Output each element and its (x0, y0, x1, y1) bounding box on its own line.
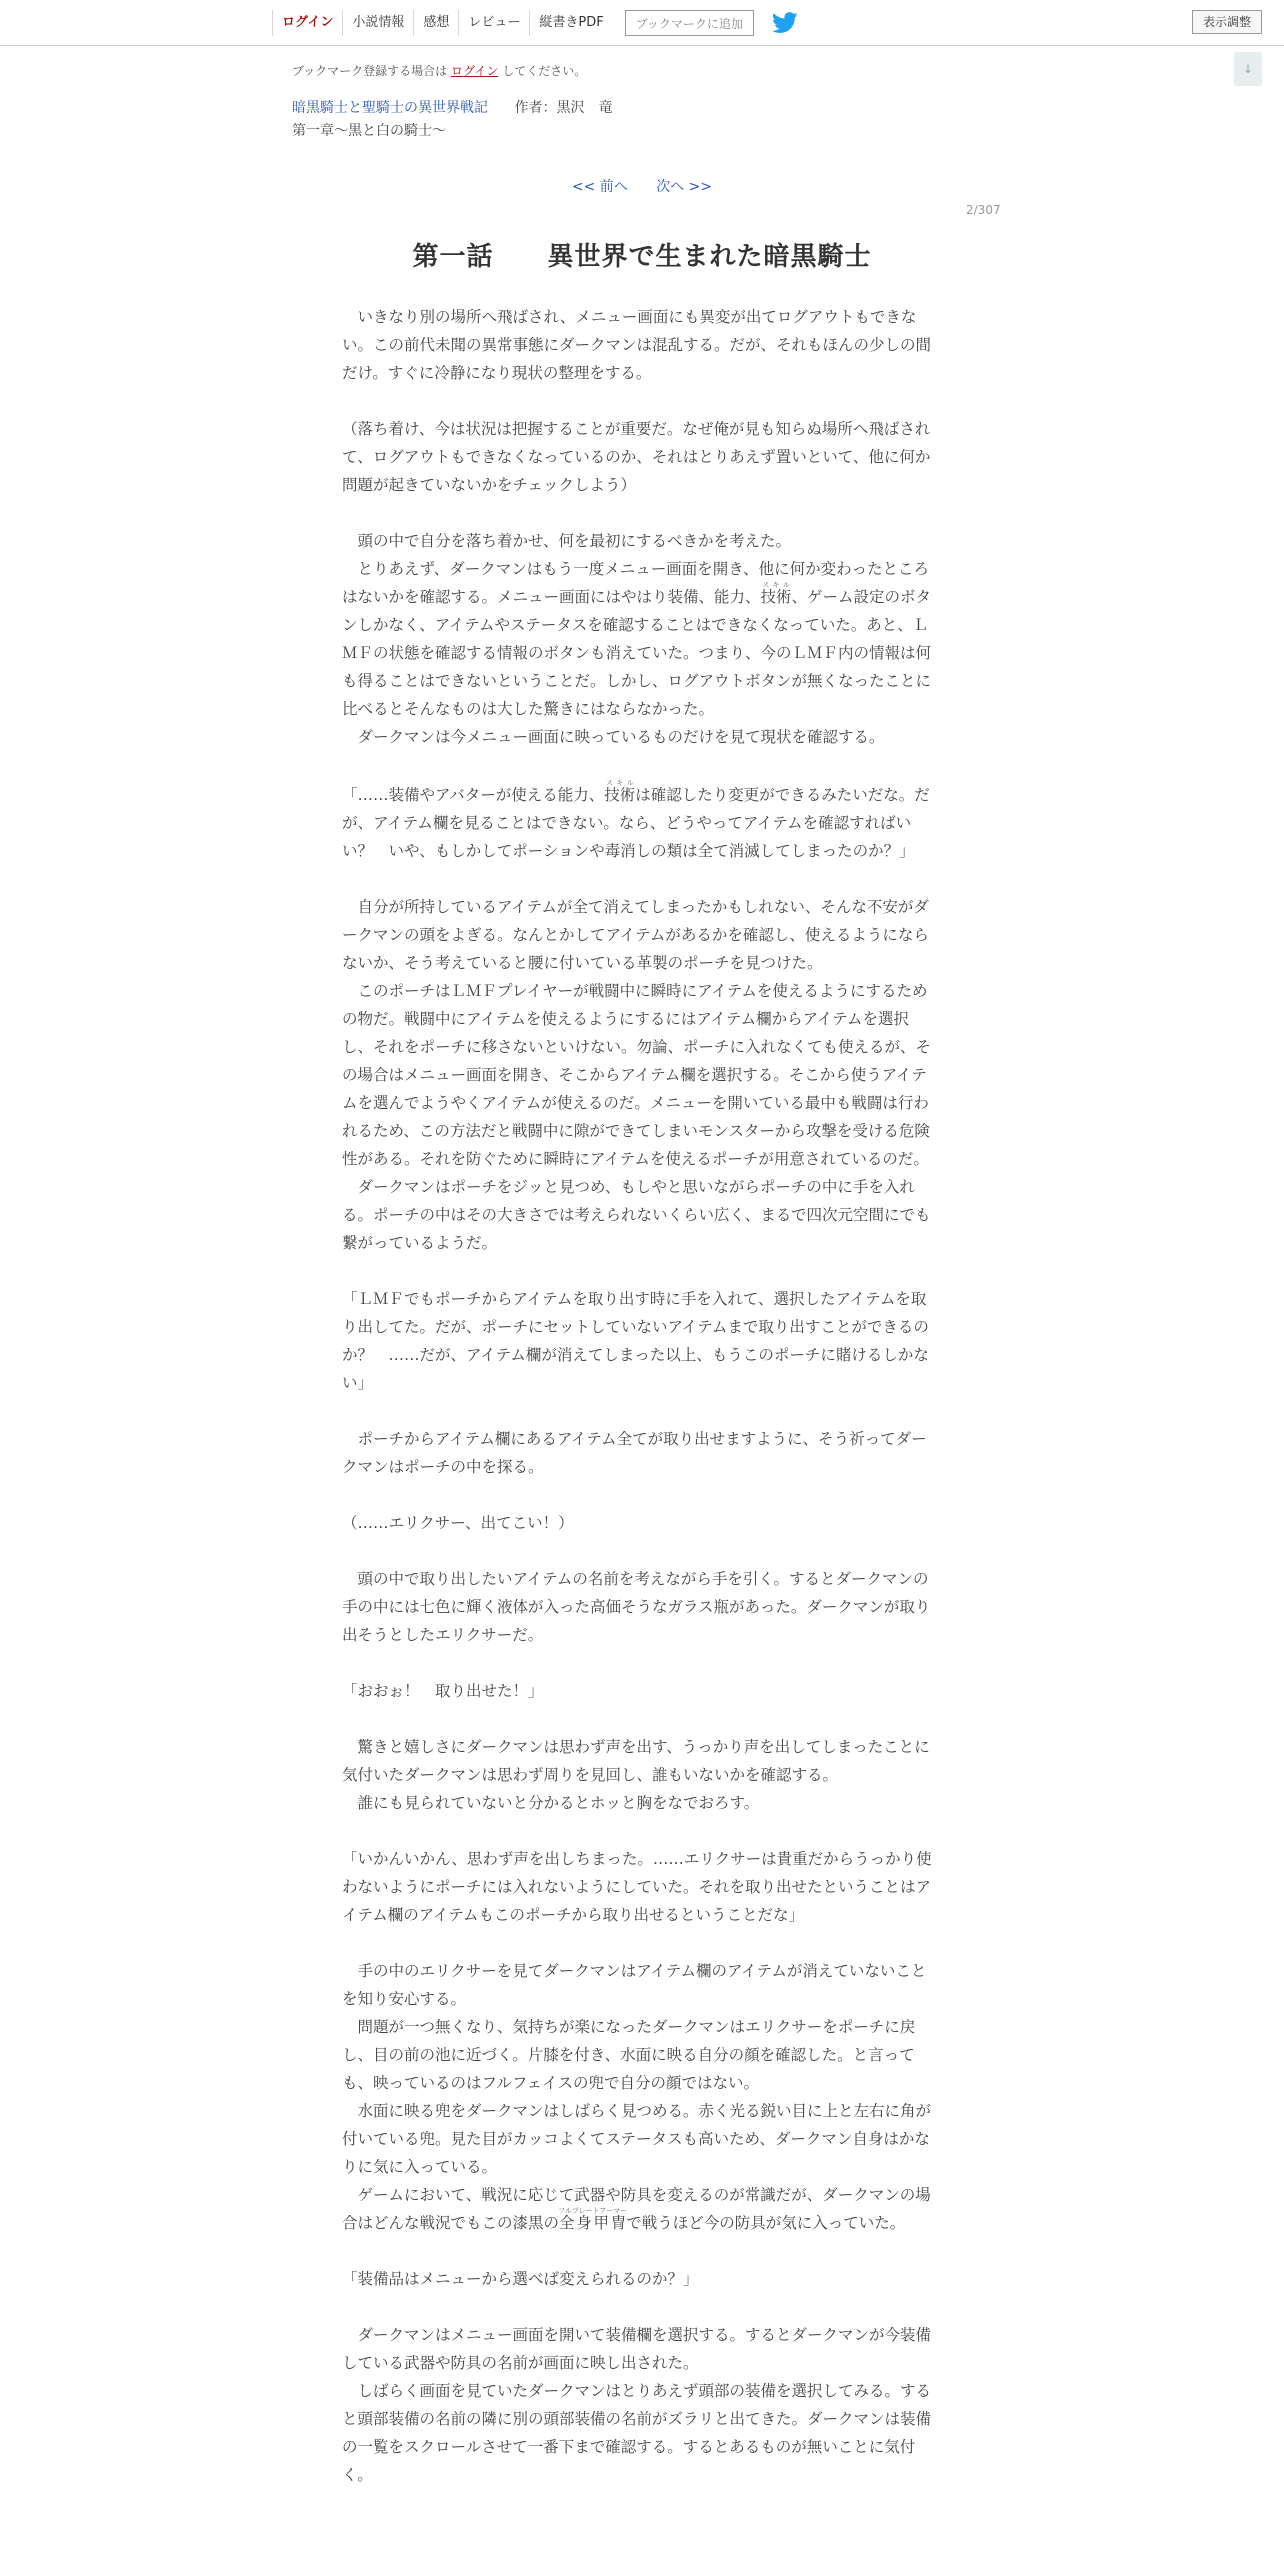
blank-line (342, 1929, 938, 1957)
text-run: は確認したり変更ができるみたいだな。だが、アイテム欄を見ることはできない。なら、どうやってアイテムを確認すればいい？ いや、もしかしてポーションや毒消しの類は全て消滅してしまったのか？」 (342, 786, 930, 860)
nav-novel-info[interactable]: 小説情報 (342, 10, 413, 36)
blank-line (342, 499, 938, 527)
paragraph: 誰にも見られていないと分かるとホッと胸をなでおろす。 (342, 1794, 760, 1812)
ruby-reading: スキル (604, 779, 636, 787)
nav-review[interactable]: レビュー (458, 10, 529, 36)
blank-line (342, 1257, 938, 1285)
add-bookmark-button[interactable]: ブックマークに追加 (625, 10, 754, 36)
bookmark-notice (292, 62, 586, 79)
page-count: 2/307 (966, 203, 1001, 217)
series-info (292, 97, 612, 117)
prev-link[interactable]: << 前へ (571, 179, 628, 195)
blank-line (342, 1537, 938, 1565)
ruby-reading: フルプレートアーマー (558, 2207, 628, 2215)
blank-line (342, 1481, 938, 1509)
series-title-link[interactable]: 暗黒騎士と聖騎士の異世界戦記 (292, 100, 488, 116)
paragraph: ダークマンは今メニュー画面に映っているものだけを見て現状を確認する。 (342, 728, 885, 746)
text-run: とりあえず、ダークマンはもう一度メニュー画面を開き、他に何か変わったところはないかを確認する。メニュー画面にはやはり装備、能力、 (342, 560, 929, 606)
nav-impressions[interactable]: 感想 (413, 10, 458, 36)
paragraph: 自分が所持しているアイテムが全て消えてしまったかもしれない、そんな不安がダークマンの頭をよぎる。なんとかしてアイテムがあるかを確認し、使えるようにならないか、そう考えていると腰に付いている革製のポーチを見つけた。 (342, 898, 929, 972)
blank-line (342, 1649, 938, 1677)
ruby-skill (604, 779, 636, 804)
nav-login[interactable]: ログイン (272, 10, 342, 36)
ruby-reading: スキル (760, 581, 792, 589)
paragraph (342, 779, 938, 865)
paragraph: 問題が一つ無くなり、気持ちが楽になったダークマンはエリクサーをポーチに戻し、目の前の池に近づく。片膝を付き、水面に映る自分の顔を確認した。と言っても、映っているのはフルフェイスの兜で自分の顔ではない。 (342, 2018, 916, 2092)
scroll-down-icon[interactable]: ↓ (1234, 52, 1262, 86)
nav-vertical-pdf[interactable]: 縦書きPDF (529, 10, 612, 36)
paragraph (342, 555, 938, 723)
blank-line (342, 2237, 938, 2265)
paragraph: ポーチからアイテム欄にあるアイテム全てが取り出せますように、そう祈ってダークマンはポーチの中を探る。 (342, 1430, 927, 1476)
paragraph: 「いかんいかん、思わず声を出しちまった。……エリクサーは貴重だからうっかり使わないようにポーチには入れないようにしていた。それを取り出せたということはアイテム欄のアイテムもこのポーチから取り出せるということだな」 (342, 1850, 932, 1924)
notice-suffix: してください。 (502, 64, 587, 78)
paragraph: （落ち着け、今は状況は把握することが重要だ。なぜ俺が見も知らぬ場所へ飛ばされて、ログアウトもできなくなっているのか、それはとりあえず置いといて、他に何か問題が起きていないかをチェックしよう） (342, 420, 931, 494)
paragraph: 水面に映る兜をダークマンはしばらく見つめる。赤く光る鋭い目に上と左右に角が付いている兜。見た目がカッコよくてステータスも高いため、ダークマン自身はかなりに気に入っている。 (342, 2102, 932, 2176)
novel-body (342, 303, 938, 2489)
ruby-skill (760, 581, 792, 606)
twitter-icon[interactable] (772, 12, 798, 34)
chapter-title: 第一章～黒と白の騎士～ (292, 123, 446, 139)
paragraph: しばらく画面を見ていたダークマンはとりあえず頭部の装備を選択してみる。すると頭部装備の名前の隣に別の頭部装備の名前がズラリと出てきた。ダークマンは装備の一覧をスクロールさせて一番下まで確認する。するとあるものが無いことに気付く。 (342, 2382, 932, 2484)
paragraph: いきなり別の場所へ飛ばされ、メニュー画面にも異変が出てログアウトもできない。この前代未聞の異常事態にダークマンは混乱する。だが、それもほんの少しの間だけ。すぐに冷静になり現状の整理をする。 (342, 308, 932, 382)
paragraph: 頭の中で自分を落ち着かせ、何を最初にするべきかを考えた。 (342, 532, 792, 550)
paragraph: 頭の中で取り出したいアイテムの名前を考えながら手を引く。するとダークマンの手の中には七色に輝く液体が入った高価そうなガラス瓶があった。ダークマンが取り出そうとしたエリクサーだ。 (342, 1570, 931, 1644)
paragraph: 「ＬＭＦでもポーチからアイテムを取り出す時に手を入れて、選択したアイテムを取り出してた。だが、ポーチにセットしていないアイテムまで取り出すことができるのか？ ……だが、アイテム欄が消えてしまった以上、もうこのポーチに賭けるしかない」 (342, 1290, 929, 1392)
paragraph: ダークマンはポーチをジッと見つめ、もしやと思いながらポーチの中に手を入れる。ポーチの中はその大きさでは考えられないくらい広く、まるで四次元空間にでも繋がっているようだ。 (342, 1178, 931, 1252)
top-bar (0, 0, 1284, 46)
ruby-armor (558, 2207, 628, 2232)
blank-line (342, 1705, 938, 1733)
blank-line (342, 2293, 938, 2321)
display-settings-button[interactable]: 表示調整 (1192, 10, 1262, 34)
paragraph: 「おおぉ！ 取り出せた！」 (342, 1682, 544, 1700)
blank-line (342, 387, 938, 415)
blank-line (342, 751, 938, 779)
text-run: ゲームにおいて、戦況に応じて武器や防具を変えるのが常識だが、ダークマンの場合はどんな戦況でもこの漆黒の (342, 2186, 931, 2232)
paragraph: このポーチはＬＭＦプレイヤーが戦闘中に瞬時にアイテムを使えるようにするための物だ。戦闘中にアイテムを使えるようにするにはアイテム欄からアイテムを選択し、それをポーチに移さないといけない。勿論、ポーチに入れなくても使えるが、その場合はメニュー画面を開き、そこからアイテム欄を選択する。そこから使うアイテムを選んでようやくアイテムが使えるのだ。メニューを開いている最中も戦闘は行われるため、この方法だと戦闘中に隙ができてしまいモンスターから攻撃を受ける危険性がある。それを防ぐために瞬時にアイテムを使えるポーチが用意されているのだ。 (342, 982, 932, 1168)
next-link[interactable]: 次へ >> (656, 179, 713, 195)
paragraph: 「装備品はメニューから選べば変えられるのか？」 (342, 2270, 699, 2288)
text-run: 、ゲーム設定のボタンしかなく、アイテムやステータスを確認することはできなくなっていた。あと、ＬＭＦの状態を確認する情報のボタンも消えていた。つまり、今のＬＭＦ内の情報は何も得ることはできないということだ。しかし、ログアウトボタンが無くなったことに比べるとそんなものは大した驚きにはならなかった。 (342, 588, 932, 718)
series-author: 作者：黒沢 竜 (514, 100, 613, 116)
top-nav (272, 7, 798, 39)
text-run: で戦うほど今の防具が気に入っていた。 (626, 2214, 906, 2232)
paragraph: 驚きと嬉しさにダークマンは思わず声を出す、うっかり声を出してしまったことに気付いたダークマンは思わず周りを見回し、誰もいないかを確認する。 (342, 1738, 930, 1784)
blank-line (342, 1817, 938, 1845)
ruby-base: 技術 (760, 588, 792, 606)
paragraph: （……エリクサー、出てこい！） (342, 1514, 574, 1532)
blank-line (342, 865, 938, 893)
paragraph: 手の中のエリクサーを見てダークマンはアイテム欄のアイテムが消えていないことを知り安心する。 (342, 1962, 927, 2008)
paragraph (342, 2181, 938, 2237)
episode-title: 第一話 異世界で生まれた暗黒騎士 (412, 242, 872, 272)
notice-login-link[interactable]: ログイン (451, 64, 499, 78)
notice-prefix: ブックマーク登録する場合は (292, 64, 448, 78)
blank-line (342, 1397, 938, 1425)
ruby-base: 全身甲冑 (558, 2214, 628, 2232)
pager (0, 176, 1284, 196)
ruby-base: 技術 (604, 786, 636, 804)
text-run: 「……装備やアバターが使える能力、 (342, 786, 605, 804)
paragraph: ダークマンはメニュー画面を開いて装備欄を選択する。するとダークマンが今装備している武器や防具の名前が画面に映し出された。 (342, 2326, 932, 2372)
